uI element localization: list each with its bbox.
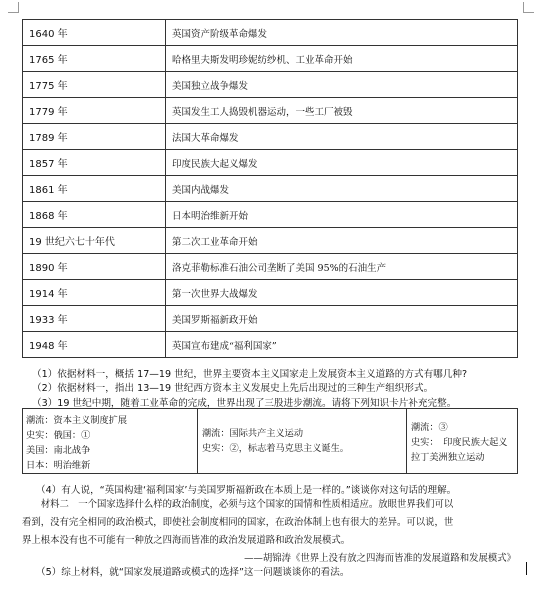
- timeline-event: 哈格里夫斯发明珍妮纺纱机、工业革命开始: [166, 46, 518, 72]
- material-2-source: ——胡锦涛《世界上没有放之四海而皆准的发展道路和发展模式》: [244, 553, 516, 564]
- material-2-line-2: 看到，没有完全相同的政治模式，即使社会制度相同的国家，在政治体制上也有很大的差异。可以说，世: [22, 517, 454, 528]
- timeline-event: 第二次工业革命开始: [166, 228, 518, 254]
- timeline-year: 1775 年: [23, 72, 166, 98]
- timeline-row: [23, 228, 518, 254]
- timeline-year: 19 世纪六七十年代: [23, 228, 166, 254]
- material-2-line-1: 材料二 一个国家选择什么样的政治制度，必须与这个国家的国情和性质相适应。放眼世界我们可以: [22, 499, 454, 510]
- timeline-row: [23, 280, 518, 306]
- card-3-trend: 潮流：③: [411, 422, 448, 433]
- page-corner-mark-left: [8, 2, 19, 13]
- timeline-year: 1789 年: [23, 124, 166, 150]
- timeline-year: 1765 年: [23, 46, 166, 72]
- timeline-year: 1640 年: [23, 20, 166, 46]
- timeline-table: [22, 19, 518, 358]
- timeline-row: [23, 98, 518, 124]
- knowledge-card-2: [197, 409, 407, 473]
- timeline-year: 1779 年: [23, 98, 166, 124]
- timeline-row: [23, 72, 518, 98]
- card-1-fact-russia: 史实：俄国：①: [26, 430, 91, 441]
- card-3-fact-latam: 拉丁美洲独立运动: [411, 452, 485, 463]
- card-1-fact-usa: 美国：南北战争: [26, 445, 91, 456]
- question-4: （4）有人说，“英国构建‘福利国家’与美国罗斯福新政在本质上是一样的。”谈谈你对这句话的理解。: [36, 485, 457, 496]
- timeline-event: 印度民族大起义爆发: [166, 150, 518, 176]
- timeline-year: 1868 年: [23, 202, 166, 228]
- timeline-event: 法国大革命爆发: [166, 124, 518, 150]
- material-2: [22, 496, 522, 568]
- timeline-row: [23, 202, 518, 228]
- card-3-fact-india: 史实： 印度民族大起义: [411, 437, 508, 448]
- timeline-event: 美国内战爆发: [166, 176, 518, 202]
- timeline-row: [23, 254, 518, 280]
- timeline-row: [23, 332, 518, 358]
- question-3: （3）19 世纪中期，随着工业革命的完成，世界出现了三股进步潮流。请将下列知识卡片补充完整。: [32, 398, 457, 409]
- question-2: （2）依据材料一，指出 13—19 世纪西方资本主义发展史上先后出现过的三种生产组织形式。: [32, 383, 434, 394]
- timeline-event: 英国发生工人捣毁机器运动，一些工厂被毁: [166, 98, 518, 124]
- question-1: （1）依据材料一，概括 17—19 世纪，世界主要资本主义国家走上发展资本主义道路的方式有哪几种?: [32, 369, 468, 380]
- timeline-row: [23, 20, 518, 46]
- timeline-event: 洛克菲勒标准石油公司垄断了美国 95%的石油生产: [166, 254, 518, 280]
- card-1-fact-japan: 日本：明治维新: [26, 460, 91, 471]
- timeline-row: [23, 306, 518, 332]
- timeline-row: [23, 124, 518, 150]
- question-5: （5）综上材料，就“国家发展道路或模式的选择”这一问题谈谈你的看法。: [36, 567, 350, 578]
- knowledge-card-3: [407, 409, 517, 473]
- timeline-year: 1861 年: [23, 176, 166, 202]
- timeline-row: [23, 150, 518, 176]
- knowledge-card-1: [23, 409, 197, 473]
- card-2-trend: 潮流：国际共产主义运动: [202, 428, 304, 439]
- timeline-year: 1933 年: [23, 306, 166, 332]
- knowledge-cards: [22, 408, 518, 474]
- card-1-trend: 潮流：资本主义制度扩展: [26, 415, 128, 426]
- timeline-row: [23, 176, 518, 202]
- timeline-event: 英国资产阶级革命爆发: [166, 20, 518, 46]
- timeline-year: 1857 年: [23, 150, 166, 176]
- timeline-event: 日本明治维新开始: [166, 202, 518, 228]
- timeline-year: 1948 年: [23, 332, 166, 358]
- text-cursor: [526, 562, 527, 575]
- material-2-line-3: 界上根本没有也不可能有一种放之四海而皆准的政治发展道路和政治发展模式。: [22, 535, 351, 546]
- timeline-year: 1914 年: [23, 280, 166, 306]
- page-corner-mark-right: [523, 2, 534, 13]
- timeline-event: 第一次世界大战爆发: [166, 280, 518, 306]
- timeline-event: 美国独立战争爆发: [166, 72, 518, 98]
- timeline-row: [23, 46, 518, 72]
- timeline-year: 1890 年: [23, 254, 166, 280]
- card-2-fact: 史实：②，标志着马克思主义诞生。: [202, 443, 349, 454]
- timeline-event: 英国宣布建成“福利国家”: [166, 332, 518, 358]
- timeline-event: 美国罗斯福新政开始: [166, 306, 518, 332]
